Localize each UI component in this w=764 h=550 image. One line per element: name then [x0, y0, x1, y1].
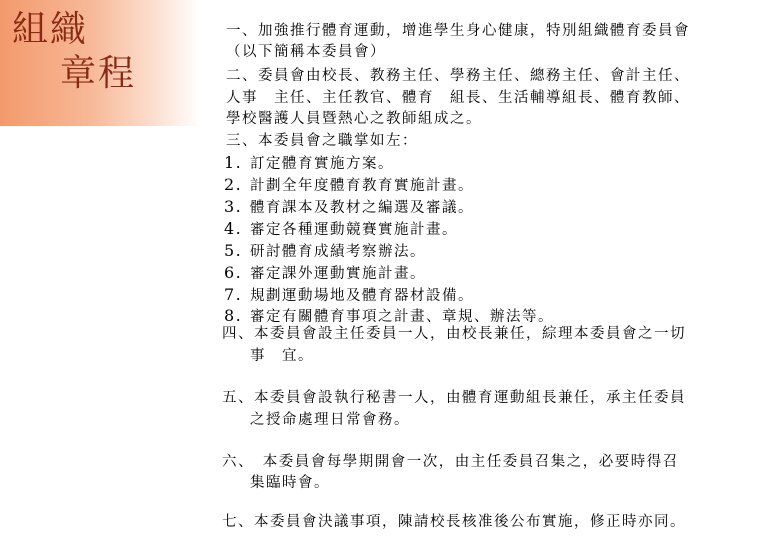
duty-number: 7. — [224, 285, 243, 304]
duty-item — [224, 197, 474, 218]
article-4-line-1: 四、本委員會設主任委員一人，由校長兼任，綜理本委員會之一切 — [222, 326, 686, 342]
duty-item — [224, 175, 474, 196]
duty-number: 5. — [224, 241, 243, 260]
article-5-line-2: 之授命處理日常會務。 — [250, 412, 410, 428]
article-2-line-3: 學校醫護人員暨熱心之教師組成之。 — [226, 111, 482, 127]
duty-text: 研討體育成績考察辦法。 — [250, 244, 426, 260]
duty-number: 4. — [224, 219, 243, 238]
duty-number: 1. — [224, 153, 243, 172]
duty-item — [224, 241, 426, 262]
title-line-1: 組織 — [12, 9, 89, 50]
duty-item — [224, 219, 458, 240]
duty-text: 審定有關體育事項之計畫、章規、辦法等。 — [250, 309, 554, 325]
duty-number: 6. — [224, 263, 243, 282]
duty-text: 規劃運動場地及體育器材設備。 — [250, 288, 474, 304]
duty-number: 8. — [224, 306, 243, 325]
article-5-line-1: 五、本委員會設執行秘書一人，由體育運動組長兼任，承主任委員 — [222, 390, 686, 406]
duty-item — [224, 285, 474, 306]
duty-text: 訂定體育實施方案。 — [250, 156, 394, 172]
title-line-2: 章程 — [60, 53, 137, 94]
article-6-line-2: 集臨時會。 — [250, 475, 330, 491]
article-6-line-1: 六、 本委員會每學期開會一次，由主任委員召集之，必要時得召 — [222, 454, 679, 470]
article-7-line-1: 七、本委員會決議事項，陳請校長核准後公布實施，修正時亦同。 — [222, 514, 686, 530]
article-1-line-2: （以下簡稱本委員會） — [226, 44, 386, 60]
article-3-line-1: 三、本委員會之職掌如左： — [226, 133, 418, 149]
duty-text: 計劃全年度體育教育實施計畫。 — [250, 178, 474, 194]
title-banner — [0, 0, 200, 126]
duty-text: 審定各種運動競賽實施計畫。 — [250, 222, 458, 238]
article-4-line-2: 事 宜。 — [250, 348, 314, 364]
duty-number: 2. — [224, 175, 243, 194]
article-1-line-1: 一、加強推行體育運動，增進學生身心健康，特別組織體育委員會 — [226, 23, 690, 39]
duty-item — [224, 263, 426, 284]
duty-number: 3. — [224, 197, 243, 216]
article-2-line-2: 人事 主任、主任教官、體育 組長、生活輔導組長、體育教師、 — [226, 90, 690, 106]
duty-text: 審定課外運動實施計畫。 — [250, 266, 426, 282]
article-2-line-1: 二、委員會由校長、教務主任、學務主任、總務主任、會計主任、 — [226, 68, 690, 84]
duty-text: 體育課本及教材之編選及審議。 — [250, 200, 474, 216]
duty-item — [224, 153, 394, 174]
